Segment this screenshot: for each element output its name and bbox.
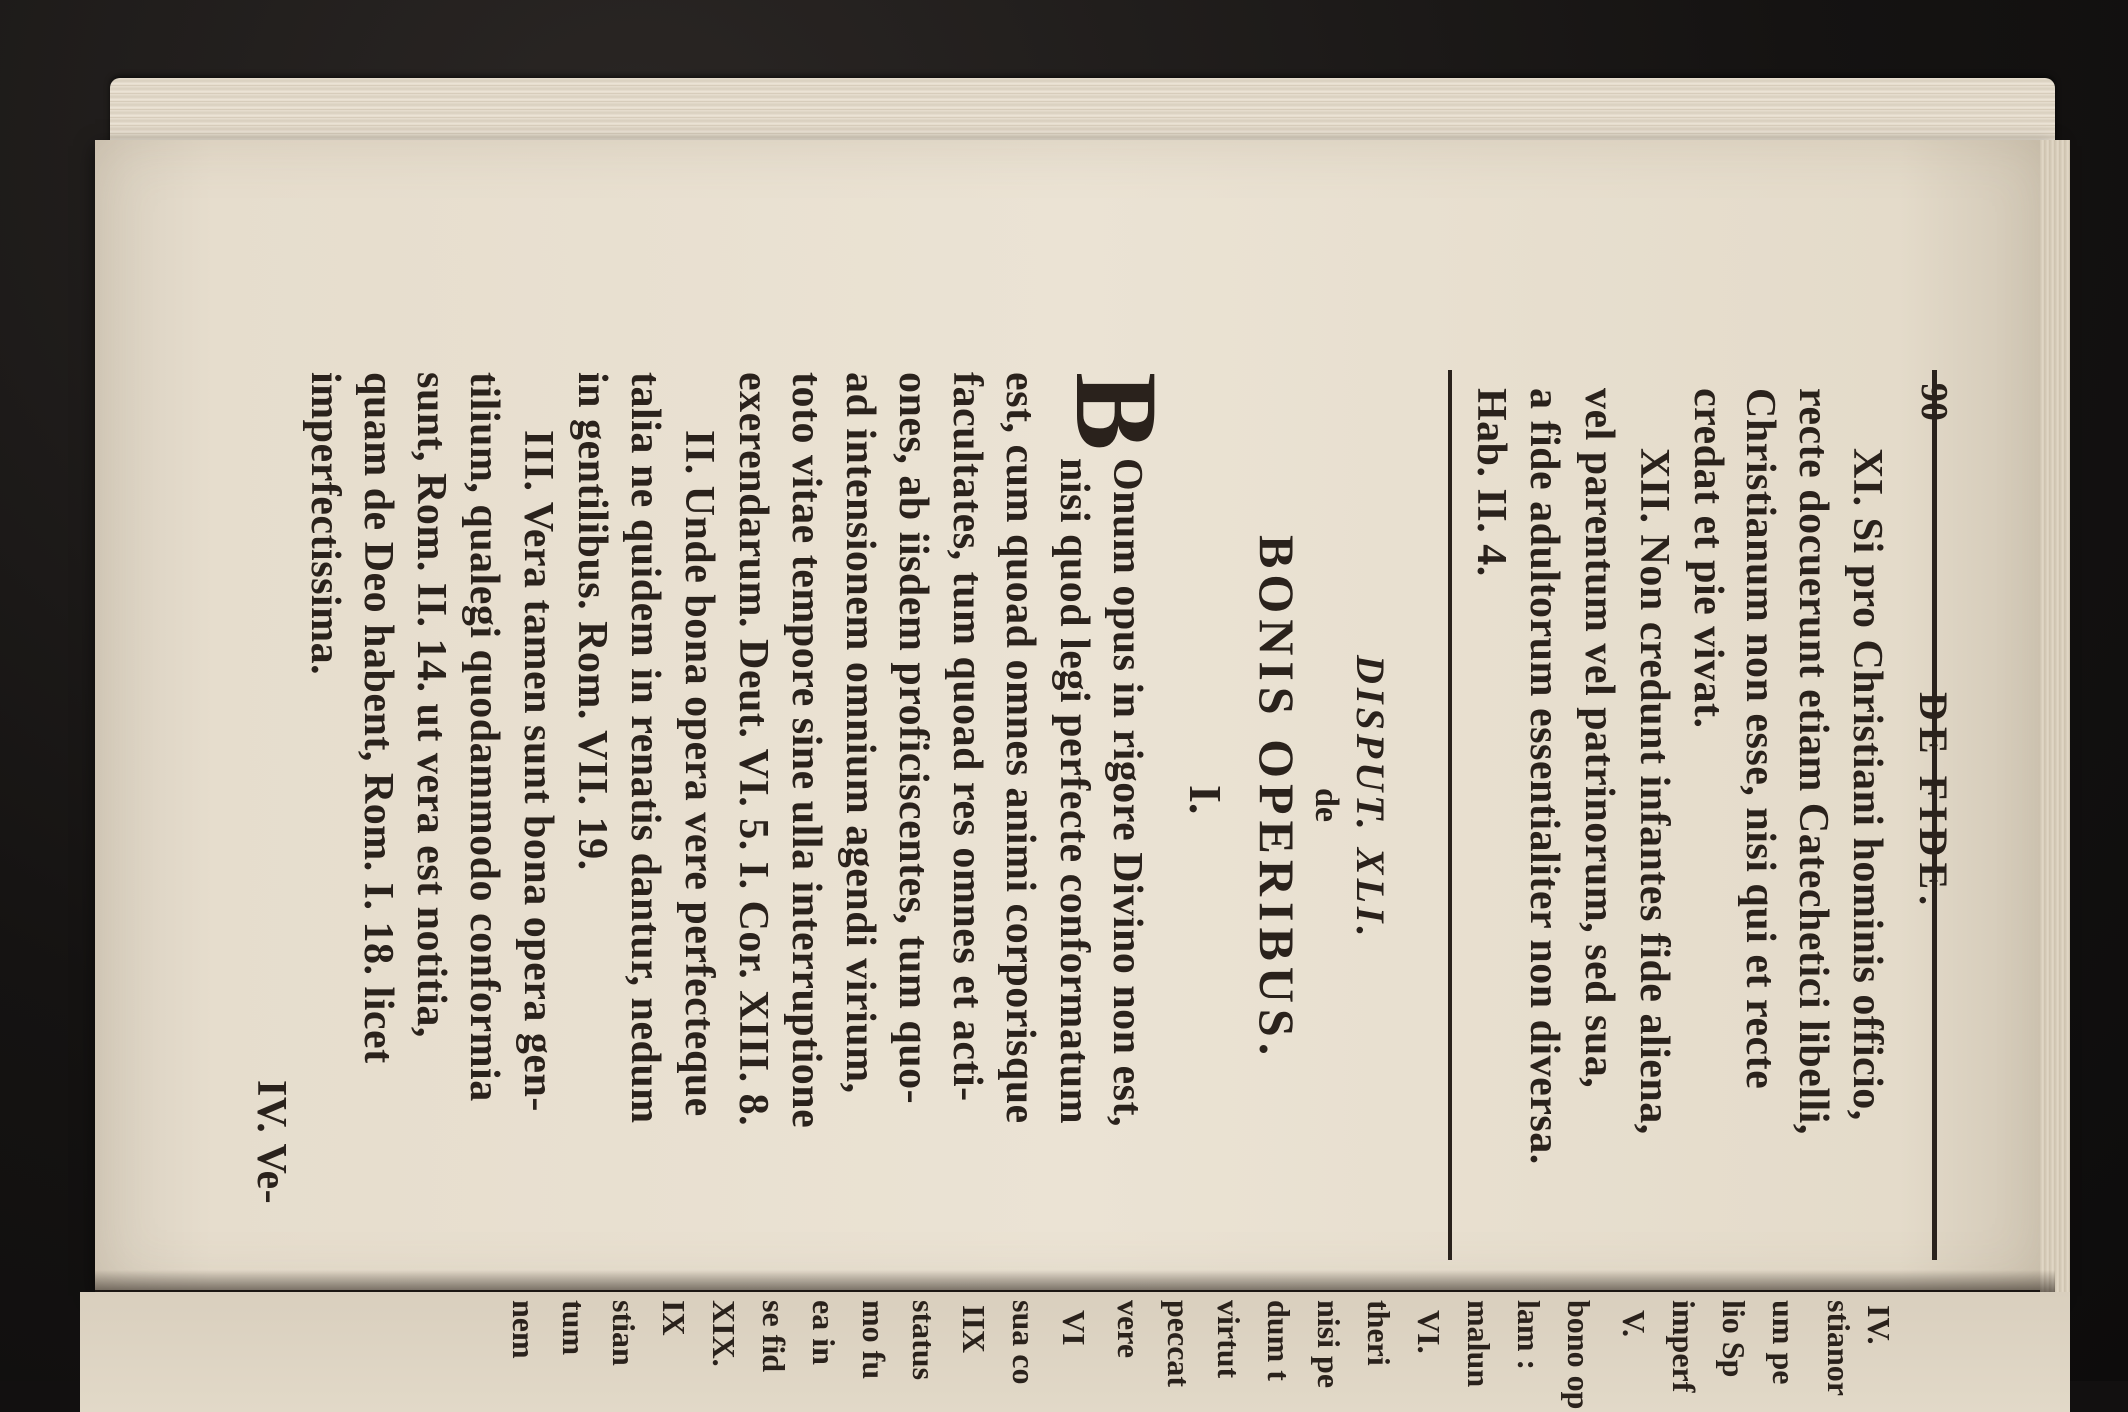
next-page-fragment: um pe [1766, 1300, 1802, 1385]
next-page-fragment: se fid [756, 1300, 792, 1372]
body-line: toto vitae tempore sine ulla interruptione [783, 372, 829, 1129]
body-line: in gentilibus. Rom. VII. 19. [569, 372, 615, 871]
thesis-number: I. [1180, 785, 1231, 815]
next-page-fragment: sua co [1006, 1300, 1042, 1385]
fore-edge [2040, 140, 2070, 1300]
next-page-fragment: VI [1056, 1310, 1092, 1346]
body-line: ones, ab iisdem proficiscentes, tum quo- [890, 372, 936, 1105]
body-line: exerendarum. Deut. VI. 5. I. Cor. XIII. 8. [730, 372, 776, 1127]
body-line: III. Vera tamen sunt bona opera gen- [515, 430, 561, 1112]
next-page-fragment: XIX. [706, 1300, 742, 1367]
next-page-fragment: virtut [1211, 1300, 1247, 1379]
drop-cap: B [1051, 372, 1182, 451]
upper-line: vel parentum vel patrinorum, sed sua, [1576, 388, 1622, 1089]
header-rule [1932, 370, 1937, 1260]
next-page-fragment: mo fu [856, 1300, 892, 1380]
next-page-fragment: lio Sp [1716, 1300, 1752, 1378]
upper-line: Christianum non esse, nisi qui et recte [1737, 388, 1783, 1090]
body-line: sunt, Rom. II. 14. ut vera est notitia, [408, 372, 454, 1038]
heading-de: de [1308, 788, 1345, 822]
body-line: Onum opus in rigore Divino non est, [1104, 458, 1150, 1128]
next-page-fragment: status [906, 1300, 942, 1381]
body-line: nisi quod legi perfecte conformatum [1051, 458, 1097, 1125]
body-line: quam de Deo habent, Rom. I. 18. licet [355, 372, 401, 1064]
body-line: facultates, tum quoad res omnes et acti- [944, 372, 990, 1102]
next-page-fragment: IV. [1861, 1305, 1897, 1345]
upper-line: XII. Non credunt infantes fide aliena, [1631, 448, 1677, 1135]
body-line: tilium, qualegi quodammodo conformia [461, 372, 507, 1102]
body-line: ad intensionem omnium agendi virium, [837, 372, 883, 1094]
next-page-fragment: lam : [1511, 1300, 1547, 1371]
next-page-fragment: bono op [1561, 1300, 1597, 1410]
next-page-fragment: stianor [1821, 1300, 1857, 1396]
next-page-fragment: theri [1361, 1300, 1397, 1366]
next-page-fragment: malun [1461, 1300, 1497, 1388]
body-line: est, cum quoad omnes animi corporisque [997, 372, 1043, 1124]
next-page-fragment: nisi pe [1311, 1300, 1347, 1389]
upper-line: a fide adultorum essentialiter non diversa. [1521, 388, 1567, 1165]
upper-line: Hab. II. 4. [1468, 388, 1514, 577]
next-page-fragment: stian [606, 1300, 642, 1366]
next-page-fragment: VI. [1411, 1310, 1447, 1354]
next-page-fragment: nem [506, 1300, 542, 1359]
section-title: BONIS OPERIBUS. [1249, 535, 1305, 1062]
upper-line: XI. Si pro Christiani hominis officio, [1844, 448, 1890, 1121]
next-page-fragment: V. [1616, 1310, 1652, 1337]
section-rule [1448, 370, 1452, 1260]
next-page-fragment: IX [656, 1300, 692, 1336]
body-line: II. Unde bona opera vere perfecteque [676, 430, 722, 1117]
catchword: IV. Ve- [248, 1080, 294, 1205]
body-line: talia ne quidem in renatis dantur, nedum [622, 372, 668, 1124]
body-line: imperfectissima. [302, 372, 348, 676]
next-page-fragment: tum [556, 1300, 592, 1356]
upper-line: credat et pie vivat. [1685, 388, 1731, 729]
next-page-fragment: peccat [1161, 1300, 1197, 1388]
next-page-fragment: dum t [1261, 1300, 1297, 1381]
next-page-fragment: ea in [806, 1300, 842, 1365]
next-page-fragment: IIX [956, 1305, 992, 1354]
next-page-fragment: vere [1111, 1300, 1147, 1359]
upper-line: recte docuerunt etiam Catechetici libelli, [1790, 388, 1836, 1135]
disputation-number: DISPUT. XLI. [1348, 655, 1393, 941]
next-page-fragment: imperf [1666, 1300, 1702, 1393]
